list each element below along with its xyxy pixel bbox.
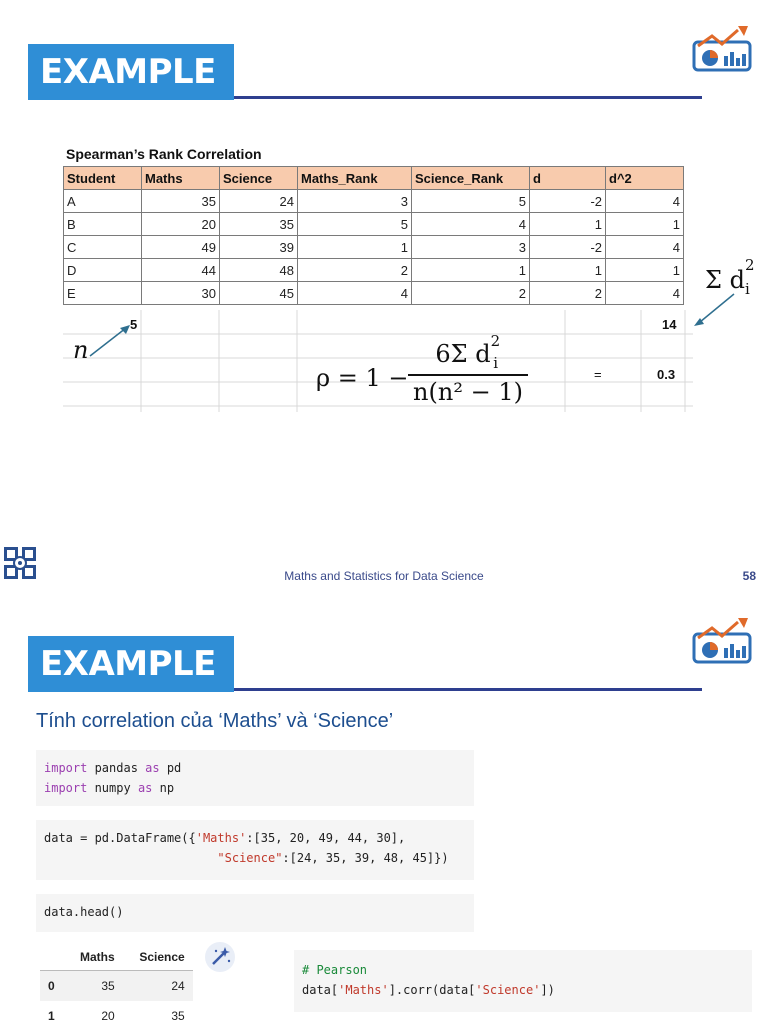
code-cell-imports[interactable]: import pandas as pd import numpy as np: [36, 750, 474, 806]
banner-text: EXAMPLE: [40, 644, 216, 684]
cell-science: 24: [220, 190, 298, 213]
table-row: [64, 282, 684, 305]
cell-maths: 44: [142, 259, 220, 282]
cell-d: 2: [530, 282, 606, 305]
empty-grid-lines: [63, 310, 693, 412]
fraction-bar: [408, 374, 528, 376]
table-row: [64, 213, 684, 236]
banner-text: EXAMPLE: [40, 52, 216, 92]
cell-d2: 1: [606, 259, 684, 282]
cell-maths-rank: 2: [298, 259, 412, 282]
cell-science-rank: 1: [412, 259, 530, 282]
rho-value: 0.3: [657, 367, 676, 382]
df-index: 1: [48, 1009, 55, 1023]
df-cell-science: 24: [123, 971, 193, 1002]
sum-d2-value: 14: [662, 317, 677, 332]
magic-wand-button[interactable]: [205, 942, 235, 972]
formula-fraction: [408, 332, 528, 406]
table-row: [64, 190, 684, 213]
cell-maths: 20: [142, 213, 220, 236]
formula-denominator: n(n² − 1): [413, 378, 523, 406]
sigma-arrow-icon: [690, 290, 740, 330]
cell-student: B: [64, 213, 142, 236]
cell-science: 45: [220, 282, 298, 305]
df-index-header: [40, 944, 63, 971]
header-science: Science: [220, 167, 298, 190]
cell-d: -2: [530, 190, 606, 213]
cell-student: E: [64, 282, 142, 305]
cell-science-rank: 4: [412, 213, 530, 236]
banner-rule: [234, 688, 702, 691]
formula-numerator: 6Σ d 2 i: [435, 332, 501, 372]
n-arrow-icon: [86, 320, 136, 360]
sheet-title: Spearman’s Rank Correlation: [66, 146, 262, 162]
table-row: [64, 259, 684, 282]
cell-student: A: [64, 190, 142, 213]
equals-sign: =: [594, 367, 602, 382]
formula-lhs: ρ = 1 −: [316, 364, 409, 392]
cell-d: 1: [530, 213, 606, 236]
cell-science-rank: 3: [412, 236, 530, 259]
df-header-maths: Maths: [63, 944, 123, 971]
magic-wand-icon: [205, 942, 235, 972]
cell-d2: 1: [606, 213, 684, 236]
cell-student: D: [64, 259, 142, 282]
table-row: [40, 971, 193, 1002]
sigma-d2-label: Σ d 2 i: [705, 256, 755, 298]
cell-d: -2: [530, 236, 606, 259]
page-number: 58: [742, 569, 756, 583]
df-cell-maths: 35: [63, 971, 123, 1002]
stats-logo-icon: [692, 616, 758, 664]
df-header-science: Science: [123, 944, 193, 971]
footer-title: Maths and Statistics for Data Science: [284, 569, 484, 583]
dataframe-output: [40, 944, 193, 1024]
cell-student: C: [64, 236, 142, 259]
cell-d2: 4: [606, 236, 684, 259]
df-cell-science: 35: [171, 1009, 185, 1023]
table-row: [40, 1001, 193, 1024]
cell-d2: 4: [606, 190, 684, 213]
header-maths: Maths: [142, 167, 220, 190]
cell-maths: 30: [142, 282, 220, 305]
cell-maths: 35: [142, 190, 220, 213]
code-cell-head[interactable]: data.head(): [36, 894, 474, 932]
cell-science: 35: [220, 213, 298, 236]
code-cell-pearson[interactable]: # Pearson data['Maths'].corr(data['Science']): [294, 950, 752, 1012]
cell-d: 1: [530, 259, 606, 282]
cell-maths-rank: 3: [298, 190, 412, 213]
cell-science: 39: [220, 236, 298, 259]
stats-logo-icon: [692, 24, 758, 72]
df-header-row: [40, 944, 193, 971]
cell-science-rank: 5: [412, 190, 530, 213]
table-row: [64, 236, 684, 259]
cell-maths-rank: 4: [298, 282, 412, 305]
header-science-rank: Science_Rank: [412, 167, 530, 190]
rank-table: [63, 166, 684, 305]
header-d: d: [530, 167, 606, 190]
cell-science-rank: 2: [412, 282, 530, 305]
n-value: 5: [130, 317, 138, 332]
slide-subtitle: Tính correlation của ‘Maths’ và ‘Science’: [36, 710, 394, 732]
cell-maths: 49: [142, 236, 220, 259]
slide-banner: [28, 636, 234, 692]
cell-d2: 4: [606, 282, 684, 305]
slide-banner: [28, 44, 234, 100]
header-student: Student: [64, 167, 142, 190]
cell-maths-rank: 1: [298, 236, 412, 259]
df-cell-maths: 20: [101, 1009, 115, 1023]
cell-science: 48: [220, 259, 298, 282]
cell-maths-rank: 5: [298, 213, 412, 236]
header-maths-rank: Maths_Rank: [298, 167, 412, 190]
code-cell-dataframe[interactable]: data = pd.DataFrame({'Maths':[35, 20, 49, 44, 30], "Science":[24, 35, 39, 48, 45]}): [36, 820, 474, 880]
header-d2: d^2: [606, 167, 684, 190]
banner-rule: [234, 96, 702, 99]
table-header-row: [64, 167, 684, 190]
n-label: n: [73, 336, 89, 364]
df-index: 0: [40, 971, 63, 1002]
